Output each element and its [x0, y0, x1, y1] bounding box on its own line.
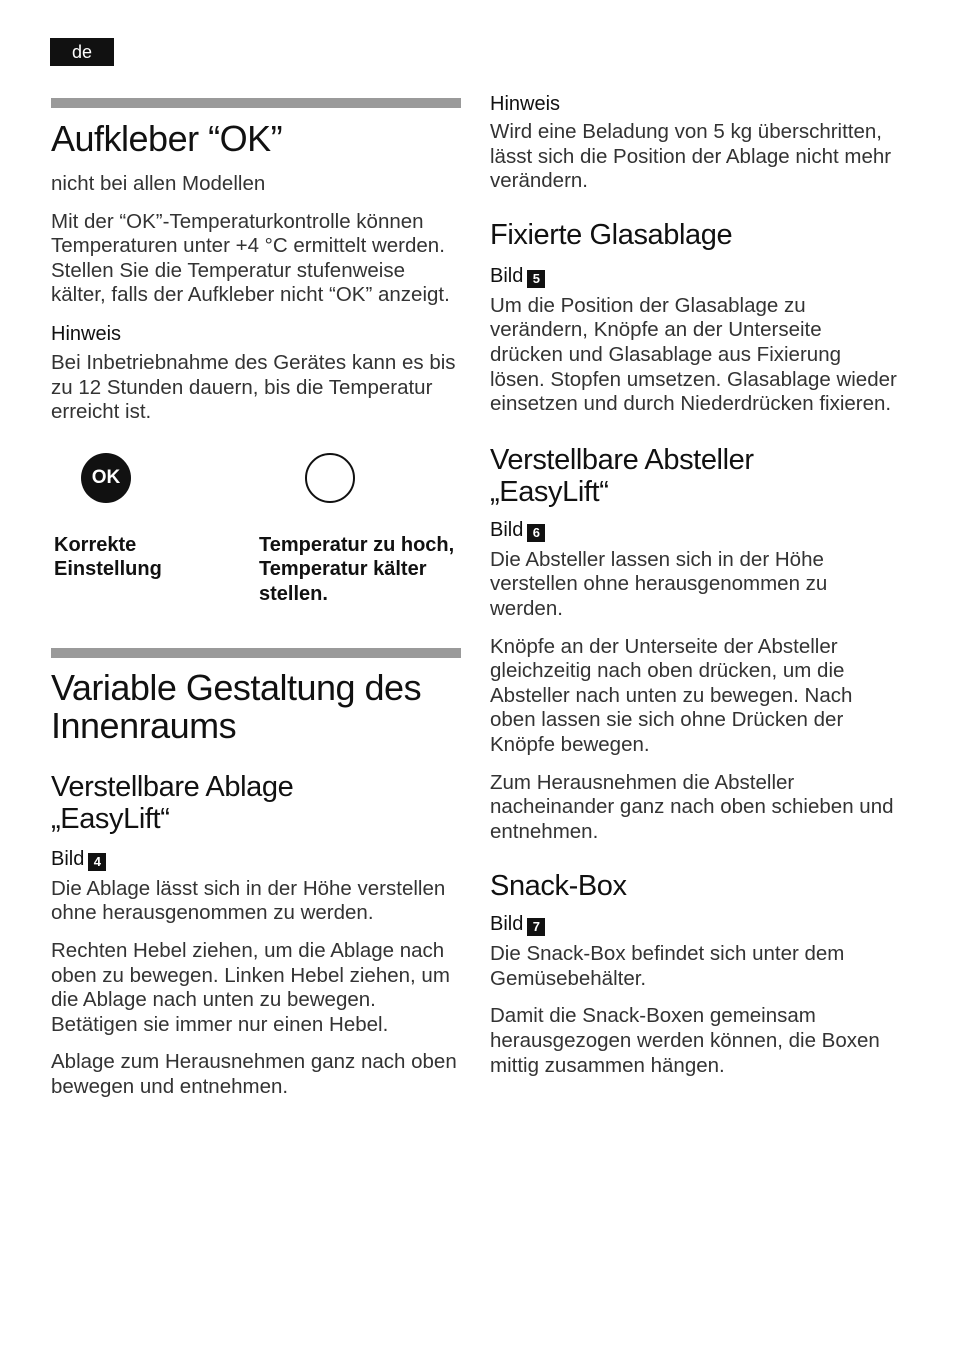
shelf-note-text: Wird eine Beladung von 5 kg überschritten, lässt sich die Position der Ablage nicht mehr verändern. — [490, 120, 892, 193]
figure-ref-label: Bild — [51, 847, 85, 870]
snack-box-p1: Die Snack-Box befindet sich unter dem Gemüsebehälter. — [490, 942, 845, 990]
language-tag: de — [50, 38, 114, 66]
empty-sticker-icon — [305, 453, 355, 503]
door-racks-p1: Die Absteller lassen sich in der Höhe verstellen ohne herausgenommen zu werden. — [490, 547, 828, 620]
glass-shelf-title: Fixierte Glasablage — [490, 218, 733, 251]
figure-ref-7 — [490, 912, 900, 936]
door-racks-p3: Zum Herausnehmen die Absteller nacheinander ganz nach oben schieben und entnehmen. — [490, 770, 894, 843]
ok-note-label: Hinweis — [51, 322, 122, 345]
caption-too-warm: Temperatur zu hoch, Temperatur kälter stellen. — [259, 533, 455, 605]
figure-ref-label: Bild — [490, 518, 524, 541]
variable-interior-section — [51, 648, 461, 1100]
figure-number-badge: 5 — [527, 270, 545, 288]
ok-section-body: Mit der “OK”-Temperaturkontrolle können Temperaturen unter +4 °C ermittelt werden. Stellen Sie die Temperatur stufenweise kälter, falls der Aufkleber nicht “OK” anzeigt. — [51, 209, 450, 307]
figure-ref-5 — [490, 264, 900, 288]
figure-number-badge: 7 — [527, 918, 545, 936]
caption-correct-setting: Korrekte Einstellung — [54, 533, 162, 581]
ok-indicator-figure — [51, 453, 461, 628]
shelf-note-label: Hinweis — [490, 93, 561, 115]
snack-box-section — [490, 870, 900, 1078]
door-racks-title: Verstellbare Absteller „EasyLift“ — [490, 443, 754, 508]
section-divider-bar — [51, 98, 461, 108]
figure-ref-label: Bild — [490, 913, 524, 936]
easylift-shelf-p2: Rechten Hebel ziehen, um die Ablage nach oben zu bewegen. Linken Hebel ziehen, um die Ablage nach unten zu bewegen. Betätigen sie immer nur einen Hebel. — [51, 938, 450, 1036]
left-column — [51, 98, 461, 1100]
ok-sticker-section — [51, 98, 461, 628]
easylift-shelf-title: Verstellbare Ablage „EasyLift“ — [51, 770, 294, 835]
ok-section-title: Aufkleber “OK” — [51, 118, 283, 159]
snack-box-title: Snack-Box — [490, 870, 627, 903]
ok-sticker-icon: OK — [81, 453, 131, 503]
ok-section-subtitle: nicht bei allen Modellen — [51, 172, 266, 195]
snack-box-p2: Damit die Snack-Boxen gemeinsam herausgezogen werden können, die Boxen mittig zusammen hängen. — [490, 1004, 880, 1077]
easylift-shelf-p3: Ablage zum Herausnehmen ganz nach oben bewegen und entnehmen. — [51, 1050, 457, 1098]
right-column — [490, 92, 900, 1078]
section-divider-bar — [51, 648, 461, 658]
easylift-shelf-p1: Die Ablage lässt sich in der Höhe verstellen ohne herausgenommen zu werden. — [51, 876, 446, 925]
ok-note-text: Bei Inbetriebnahme des Gerätes kann es bis zu 12 Stunden dauern, bis die Temperatur erreicht ist. — [51, 350, 456, 424]
fixed-glass-shelf-section — [490, 219, 900, 417]
figure-number-badge: 4 — [88, 853, 106, 871]
easylift-door-racks-section — [490, 444, 900, 845]
glass-shelf-p1: Um die Position der Glasablage zu verändern, Knöpfe an der Unterseite drücken und Glasablage aus Fixierung lösen. Stopfen umsetzen. Glasablage wieder einsetzen und durch Niederdrücken fixieren. — [490, 293, 897, 416]
figure-ref-label: Bild — [490, 264, 524, 287]
figure-number-badge: 6 — [527, 524, 545, 542]
figure-ref-4 — [51, 847, 461, 871]
figure-ref-6 — [490, 518, 900, 542]
variable-section-title: Variable Gestaltung des Innenraums — [51, 666, 422, 746]
door-racks-p2: Knöpfe an der Unterseite der Absteller gleichzeitig nach oben drücken, um die Absteller nach unten zu bewegen. Nach oben lassen sie sich ohne Drücken der Knöpfe bewegen. — [490, 634, 853, 756]
